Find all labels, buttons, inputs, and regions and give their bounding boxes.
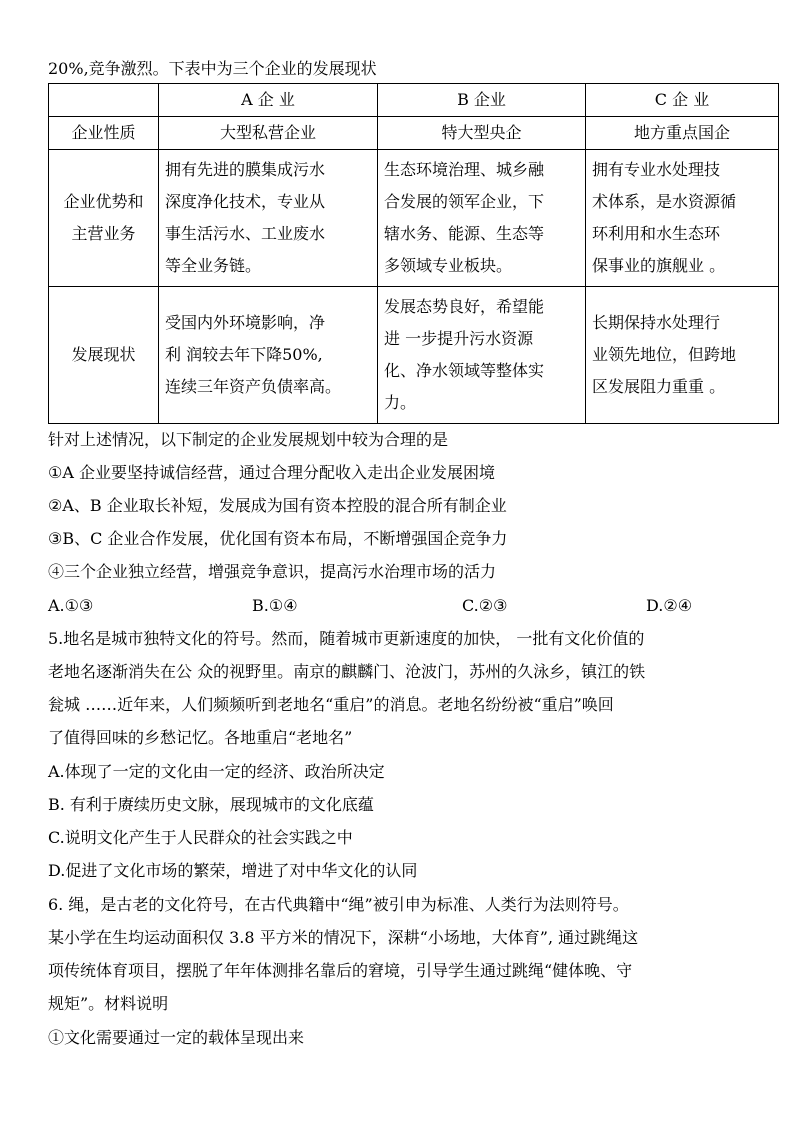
table-row: [49, 287, 779, 424]
table-header-row: [49, 84, 779, 117]
table-header-cell: C 企 业: [586, 84, 779, 117]
q4-option-d: D.②④: [646, 596, 693, 615]
cell-line: 连续三年资产负债率高。: [165, 377, 342, 396]
q4-option-a: A.①③: [48, 596, 94, 615]
cell-line: 等全业务链。: [165, 256, 262, 275]
cell-line: 化、净水领域等整体实: [384, 361, 545, 380]
cell-line: 利 润较去年下降50%,: [165, 345, 323, 364]
cell-line: 辖水务、能源、生态等: [384, 224, 545, 243]
q4-option-b: B.①④: [252, 596, 298, 615]
table-cell: [586, 287, 779, 424]
cell-line: 受国内外环境影响，净: [165, 313, 326, 332]
intro-text: 20%,竞争激烈。下表中为三个企业的发展现状: [48, 59, 377, 78]
table-cell: [159, 287, 378, 424]
q6-stem-line: 规矩”。材料说明: [48, 994, 169, 1013]
q4-option-c: C.②③: [462, 596, 508, 615]
row-label-line: 企业优势和: [63, 192, 144, 211]
cell-line: 拥有专业水处理技: [592, 160, 721, 179]
cell-line: 拥有先进的膜集成污水: [165, 160, 326, 179]
cell-line: 术体系，是水资源循: [592, 192, 737, 211]
table-cell: 地方重点国企: [586, 117, 779, 150]
q6-stem-line: 6. 绳，是古老的文化符号，在古代典籍中“绳”被引申为标准、人类行为法则符号。: [48, 895, 629, 914]
q6-stem-line: 某小学在生均运动面积仅 3.8 平方米的情况下，深耕“小场地，大体育”, 通过跳绳这: [48, 928, 639, 947]
cell-line: 长期保持水处理行: [592, 313, 721, 332]
table-header-cell: A 企 业: [159, 84, 378, 117]
q5-stem-line: 了值得回味的乡愁记忆。各地重启“老地名”: [48, 728, 353, 747]
row-label: 发展现状: [49, 287, 159, 424]
q4-item: ①A 企业要坚持诚信经营，通过合理分配收入走出企业发展困境: [48, 463, 495, 482]
q4-item: ④三个企业独立经营，增强竞争意识，提高污水治理市场的活力: [48, 562, 497, 581]
table-cell: [378, 150, 586, 287]
row-label-line: 主营业务: [71, 224, 136, 243]
q5-option-b: B. 有利于赓续历史文脉，展现城市的文化底蕴: [48, 795, 374, 814]
table-header-cell: B 企业: [378, 84, 586, 117]
cell-line: 多领域专业板块。: [384, 256, 513, 275]
table-row: [49, 150, 779, 287]
cell-line: 保事业的旗舰业 。: [592, 256, 726, 275]
q4-item: ③B、C 企业合作发展，优化国有资本布局，不断增强国企竞争力: [48, 529, 508, 548]
q5-stem-line: 瓮城 ……近年来，人们频频听到老地名“重启”的消息。老地名纷纷被“重启”唤回: [48, 695, 614, 714]
table-cell: [159, 150, 378, 287]
q5-stem-line: 老地名逐渐消失在公 众的视野里。南京的麒麟门、沧波门，苏州的久泳乡，镇江的铁: [48, 662, 646, 681]
q4-item: ②A、B 企业取长补短，发展成为国有资本控股的混合所有制企业: [48, 496, 507, 515]
q5-option-a: A.体现了一定的文化由一定的经济、政治所决定: [48, 762, 385, 781]
cell-line: 生态环境治理、城乡融: [384, 160, 545, 179]
cell-line: 发展态势良好，希望能: [384, 297, 545, 316]
enterprise-table: [48, 83, 779, 424]
cell-line: 进 一步提升污水资源: [384, 329, 534, 348]
table-cell: [378, 287, 586, 424]
cell-line: 合发展的领军企业，下: [384, 192, 545, 211]
q6-item: ①文化需要通过一定的载体呈现出来: [48, 1028, 305, 1047]
q6-stem-line: 项传统体育项目，摆脱了年年体测排名靠后的窘境，引导学生通过跳绳“健体晚、守: [48, 961, 633, 980]
cell-line: 环利用和水生态环: [592, 224, 721, 243]
q5-option-d: D.促进了文化市场的繁荣，增进了对中华文化的认同: [48, 861, 418, 880]
table-cell: 大型私营企业: [159, 117, 378, 150]
cell-line: 区发展阻力重重 。: [592, 377, 726, 396]
q5-option-c: C.说明文化产生于人民群众的社会实践之中: [48, 828, 353, 847]
table-cell: 特大型央企: [378, 117, 586, 150]
q4-stem: 针对上述情况，以下制定的企业发展规划中较为合理的是: [48, 430, 449, 449]
table-cell: [586, 150, 779, 287]
row-label: 企业性质: [49, 117, 159, 150]
q5-stem-line: 5.地名是城市独特文化的符号。然而，随着城市更新速度的加快， 一批有文化价值的: [48, 629, 645, 648]
cell-line: 事生活污水、工业废水: [165, 224, 326, 243]
table-row: [49, 117, 779, 150]
table-header-cell: [49, 84, 159, 117]
row-label: [49, 150, 159, 287]
cell-line: 力。: [384, 393, 417, 412]
cell-line: 业领先地位，但跨地: [592, 345, 737, 364]
cell-line: 深度净化技术，专业从: [165, 192, 326, 211]
